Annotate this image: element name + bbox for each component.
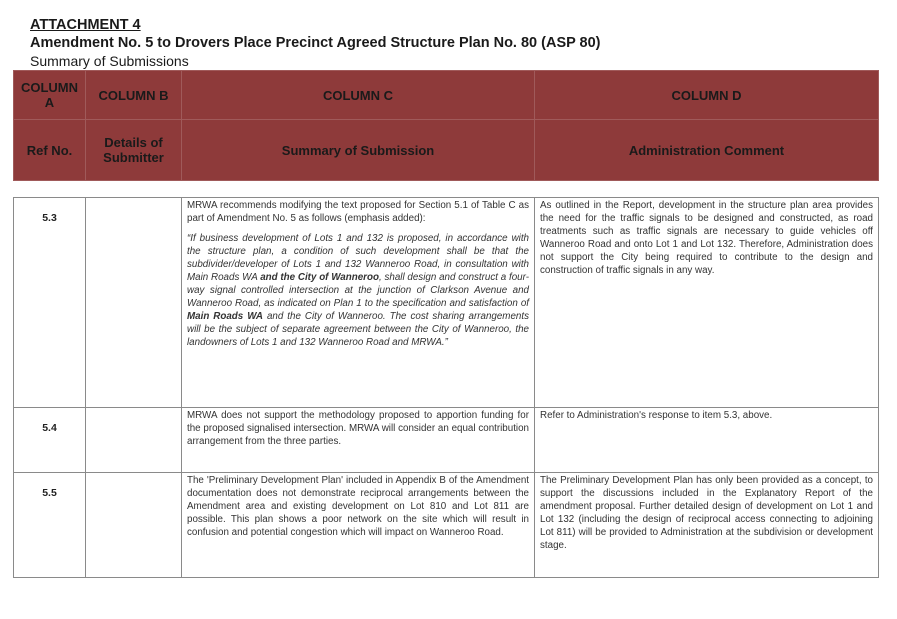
table-header <box>13 70 879 181</box>
summary-cell <box>182 198 535 408</box>
submitter-cell <box>86 408 182 473</box>
column-b-header: COLUMN B <box>86 71 182 120</box>
summary-header: Summary of Submission <box>182 120 535 181</box>
summary-cell: MRWA does not support the methodology proposed to apportion funding for the proposed signalised intersection. MRWA will consider an equal contribution arrangement from the three parties. <box>182 408 535 473</box>
document-title: Amendment No. 5 to Drovers Place Precinct Agreed Structure Plan No. 80 (ASP 80) <box>30 35 601 51</box>
submitter-cell <box>86 198 182 408</box>
submitter-cell <box>86 473 182 578</box>
column-c-header: COLUMN C <box>182 71 535 120</box>
column-letter-row <box>14 71 879 120</box>
comment-header: Administration Comment <box>535 120 879 181</box>
ref-number: 5.4 <box>14 408 86 473</box>
document-subtitle: Summary of Submissions <box>30 53 189 69</box>
summary-text: MRWA recommends modifying the text proposed for Section 5.1 of Table C as part of Amendment No. 5 as follows (emphasis added): <box>187 200 529 224</box>
table-row <box>14 198 879 408</box>
table-row <box>14 408 879 473</box>
proposed-text-quote <box>187 232 529 349</box>
quote-text: “If business development of Lots 1 and 132 is proposed, in accordance with the structure plan, a condition of such development shall be that the subdivider/developer of Lots 1 and 132 Wanneroo Road, in consultation with Main Roads WA <box>187 233 529 283</box>
summary-cell: The 'Preliminary Development Plan' included in Appendix B of the Amendment documentation does not demonstrate reciprocal arrangements between the Amendment area and existing development on Lot 810 and Lot 811 are possible. This plan shows a poor network on the site which will result in confusion and potential congestion which will impact on Wanneroo Road. <box>182 473 535 578</box>
attachment-label: ATTACHMENT 4 <box>30 17 141 33</box>
submitter-header: Details of Submitter <box>86 120 182 181</box>
quote-emphasis: Main Roads WA <box>187 311 263 322</box>
quote-emphasis: and the City of Wanneroo <box>260 272 379 283</box>
comment-cell: Refer to Administration's response to item 5.3, above. <box>535 408 879 473</box>
ref-number: 5.5 <box>14 473 86 578</box>
ref-number: 5.3 <box>14 198 86 408</box>
table-row <box>14 473 879 578</box>
submissions-table <box>13 197 879 578</box>
quote-text: and the City of Wanneroo. The cost sharing arrangements will be the subject of separate agreement between the City of Wanneroo, the landowners of Lots 1 and 132 Wanneroo Road and MRWA.” <box>187 311 529 348</box>
column-title-row <box>14 120 879 181</box>
column-a-header: COLUMN A <box>14 71 86 120</box>
column-d-header: COLUMN D <box>535 71 879 120</box>
comment-cell: The Preliminary Development Plan has only been provided as a concept, to support the discussions included in the Explanatory Report of the amendment proposal. Further detailed design of development on Lot 1 and Lot 132 (including the design of reciprocal access connecting to adjoining Lot 811) will be provided to Administration at the subdivision or development stage. <box>535 473 879 578</box>
ref-no-header: Ref No. <box>14 120 86 181</box>
quote-text: , shall design and construct a four-way signal controlled intersection at the junction of Clarkson Avenue and Wanneroo Road, as indicated on Plan 1 to the specification and satisfaction of <box>187 272 529 309</box>
comment-cell: As outlined in the Report, development in the structure plan area provides the need for the traffic signals to be designed and constructed, as road treatments such as traffic signals are necessary to guide vehicles off Wanneroo Road and onto Lot 1 and Lot 132. Therefore, Administration does not support the City being required to contribute to the design and construction of traffic signals in any way. <box>535 198 879 408</box>
